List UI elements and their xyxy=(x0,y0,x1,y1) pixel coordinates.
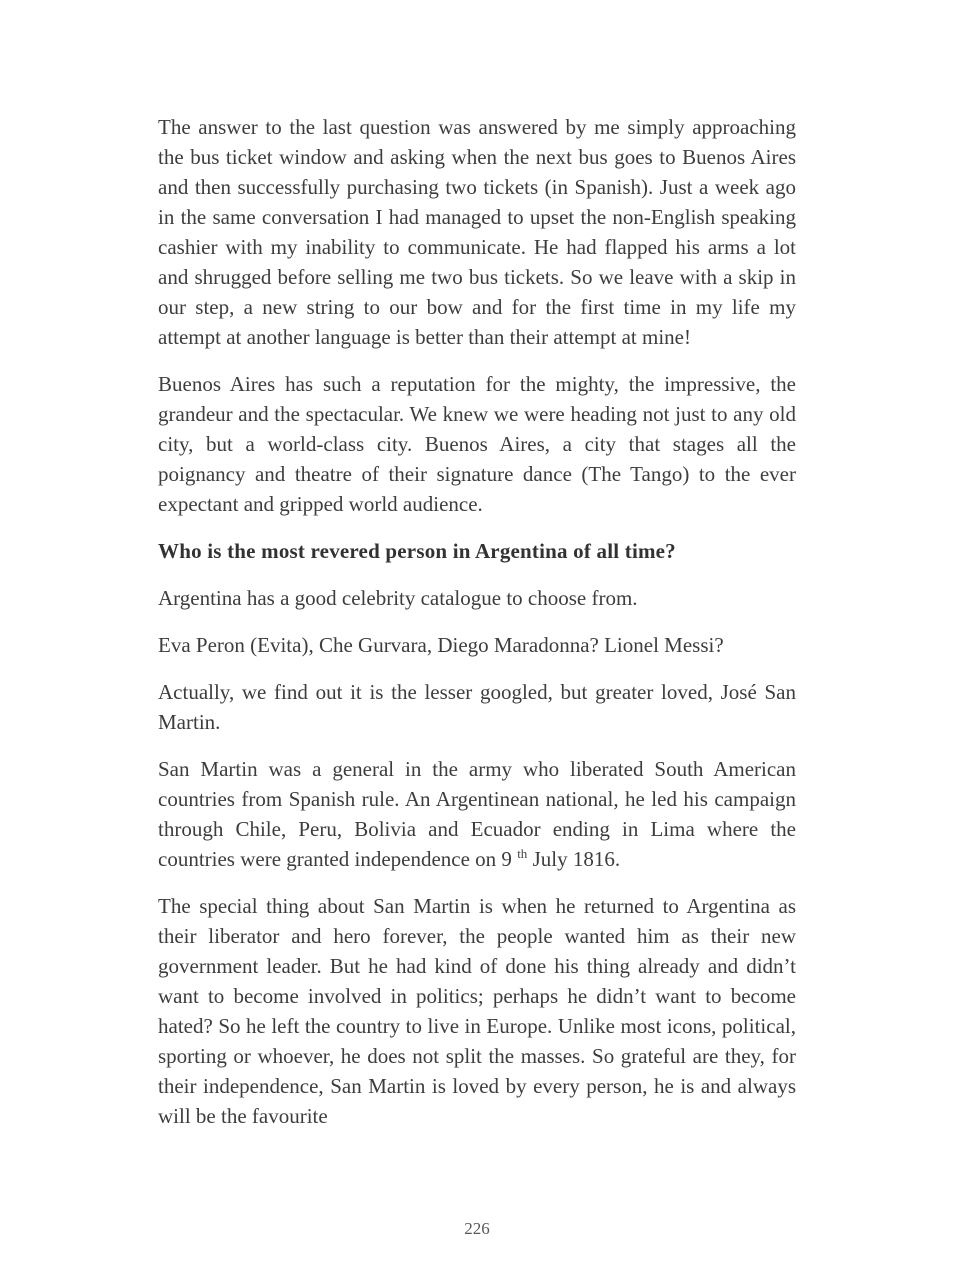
paragraph-san-martin-general xyxy=(158,754,796,874)
paragraph-celebrity-catalogue: Argentina has a good celebrity catalogue to choose from. xyxy=(158,586,638,610)
page-number: 226 xyxy=(464,1219,490,1238)
paragraph-san-martin-return: The special thing about San Martin is when he returned to Argentina as their liberator and hero forever, the people wanted him as their new government leader. But he had kind of done his thing already and didn’t want to become involved in politics; perhaps he didn’t want to become hated? So he left the country to live in Europe. Unlike most icons, political, sporting or whoever, he does not split the masses. So grateful are they, for their independence, San Martin is loved by every person, he is and always will be the favourite xyxy=(158,894,796,1128)
ordinal-superscript: th xyxy=(517,846,528,861)
paragraph-text-before-superscript: San Martin was a general in the army who liberated South American countries from Spanish rule. An Argentinean national, he led his campaign through Chile, Peru, Bolivia and Ecuador ending in Lima where the countries were granted independence on 9 xyxy=(158,757,796,871)
paragraph-text-after-superscript: July 1816. xyxy=(527,847,621,871)
section-heading-most-revered: Who is the most revered person in Argentina of all time? xyxy=(158,539,676,563)
paragraph-jose-san-martin: Actually, we find out it is the lesser googled, but greater loved, José San Martin. xyxy=(158,680,796,734)
paragraph-celebrity-names: Eva Peron (Evita), Che Gurvara, Diego Maradonna? Lionel Messi? xyxy=(158,633,724,657)
page-content xyxy=(158,112,796,1148)
page-footer xyxy=(0,1218,954,1240)
paragraph-buenos-aires-reputation: Buenos Aires has such a reputation for the mighty, the impressive, the grandeur and the spectacular. We knew we were heading not just to any old city, but a world-class city. Buenos Aires, a city that stages all the poignancy and theatre of their signature dance (The Tango) to the ever expectant and gripped world audience. xyxy=(158,372,796,516)
paragraph-bus-tickets: The answer to the last question was answered by me simply approaching the bus ticket window and asking when the next bus goes to Buenos Aires and then successfully purchasing two tickets (in Spanish). Just a week ago in the same conversation I had managed to upset the non-English speaking cashier with my inability to communicate. He had flapped his arms a lot and shrugged before selling me two bus tickets. So we leave with a skip in our step, a new string to our bow and for the first time in my life my attempt at another language is better than their attempt at mine! xyxy=(158,115,796,349)
